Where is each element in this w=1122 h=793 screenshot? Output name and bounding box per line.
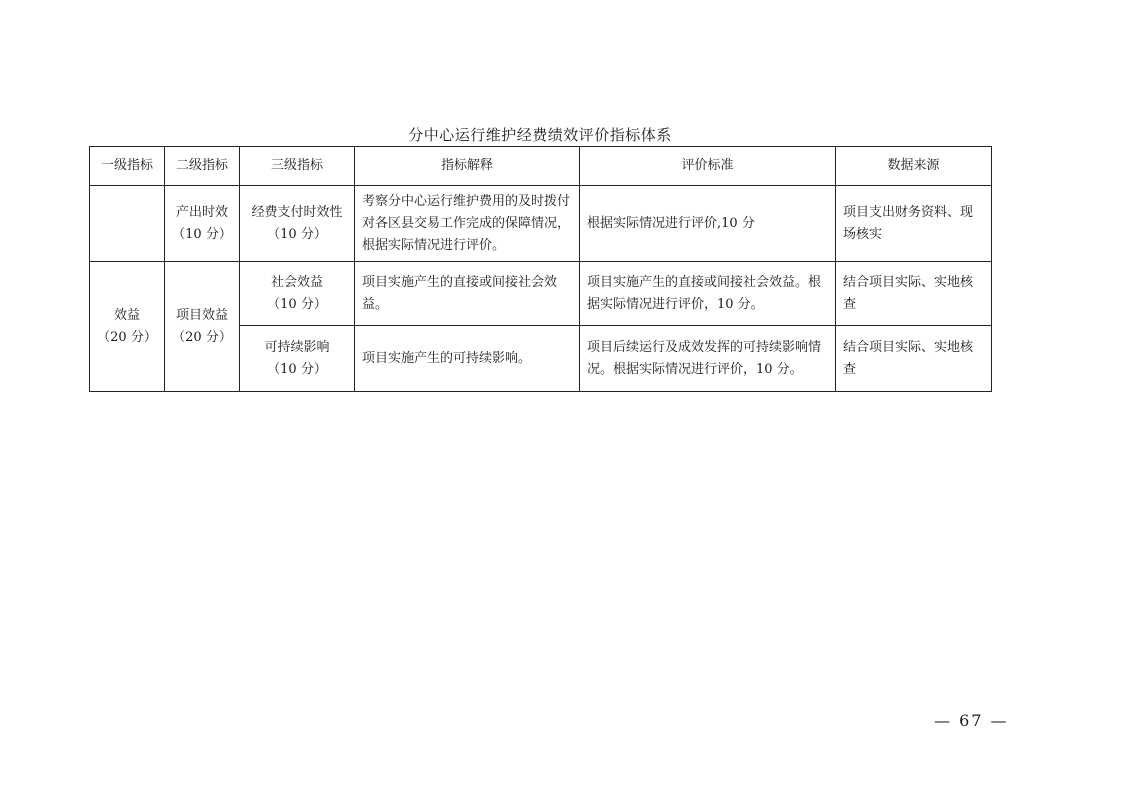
indicator-table (89, 146, 992, 392)
cell-standard: 项目后续运行及成效发挥的可持续影响情况。根据实际情况进行评价，10 分。 (580, 326, 836, 392)
cell-source: 结合项目实际、实地核查 (836, 262, 992, 326)
header-level2: 二级指标 (165, 147, 240, 186)
cell-source: 项目支出财务资料、现场核实 (836, 186, 992, 262)
header-source: 数据来源 (836, 147, 992, 186)
level2-score: （10 分） (172, 226, 232, 242)
cell-explanation: 项目实施产生的直接或间接社会效益。 (355, 262, 580, 326)
cell-level2 (165, 186, 240, 262)
cell-level3 (240, 326, 355, 392)
table-title: 分中心运行维护经费绩效评价指标体系 (408, 126, 672, 144)
cell-explanation: 考察分中心运行维护费用的及时拨付对各区县交易工作完成的保障情况，根据实际情况进行评价。 (355, 186, 580, 262)
table-row (90, 186, 992, 262)
cell-level3 (240, 186, 355, 262)
level1-score: （20 分） (97, 329, 157, 345)
page-number: — 67 — (934, 711, 1009, 730)
table-header-row (90, 147, 992, 186)
level3-name: 经费支付时效性 (251, 204, 343, 220)
level3-score: （10 分） (267, 361, 327, 377)
cell-level2 (165, 262, 240, 392)
cell-level1 (90, 186, 165, 262)
header-level1: 一级指标 (90, 147, 165, 186)
cell-standard: 项目实施产生的直接或间接社会效益。根据实际情况进行评价，10 分。 (580, 262, 836, 326)
level1-name: 效益 (113, 307, 140, 323)
cell-source: 结合项目实际、实地核查 (836, 326, 992, 392)
cell-level3 (240, 262, 355, 326)
level3-score: （10 分） (267, 296, 327, 312)
level2-score: （20 分） (172, 329, 232, 345)
cell-level1 (90, 262, 165, 392)
table-row (90, 262, 992, 326)
header-explanation: 指标解释 (355, 147, 580, 186)
header-level3: 三级指标 (240, 147, 355, 186)
level3-name: 可持续影响 (264, 339, 330, 355)
cell-explanation: 项目实施产生的可持续影响。 (355, 326, 580, 392)
level2-name: 项目效益 (175, 307, 228, 323)
level2-name: 产出时效 (175, 204, 228, 220)
level3-score: （10 分） (267, 226, 327, 242)
level3-name: 社会效益 (270, 274, 323, 290)
header-standard: 评价标准 (580, 147, 836, 186)
cell-standard: 根据实际情况进行评价,10 分 (580, 186, 836, 262)
